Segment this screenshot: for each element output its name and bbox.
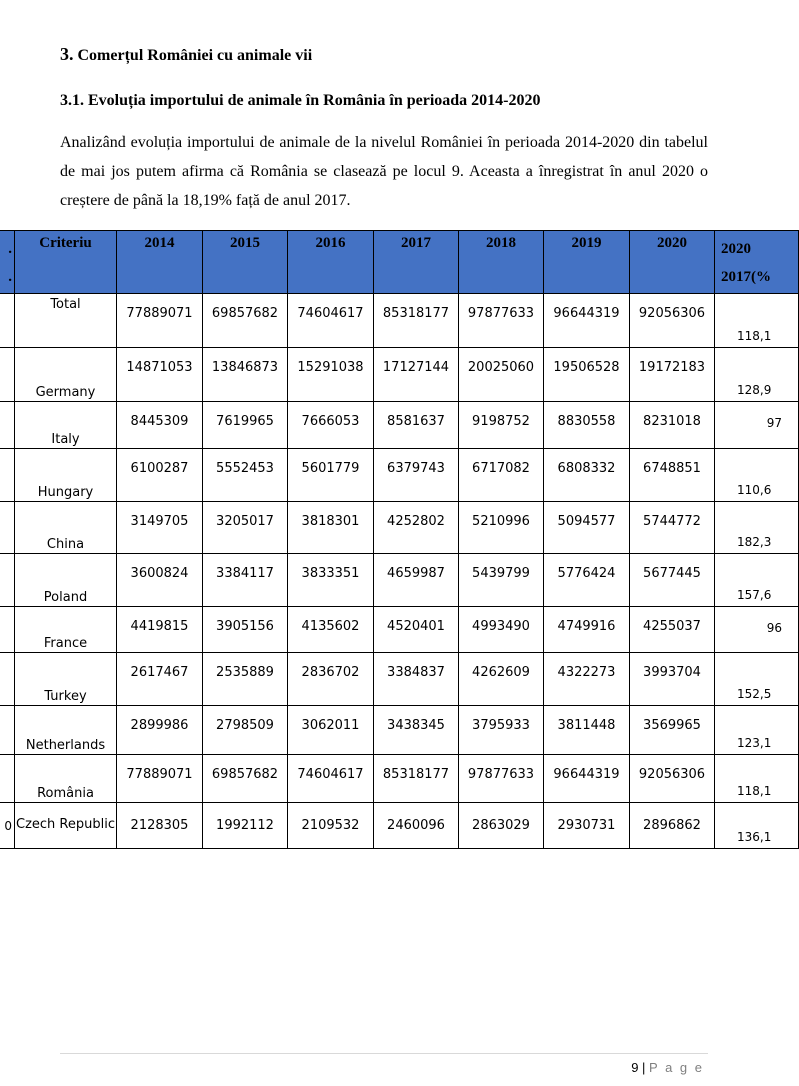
value-cell: 2836702 [288, 653, 374, 706]
value-cell: 2128305 [117, 803, 203, 849]
ratio-cell: 157,6 [715, 554, 799, 607]
value-cell: 5744772 [630, 502, 715, 554]
ratio-cell: 128,9 [715, 348, 799, 402]
table-row [0, 706, 799, 755]
value-cell: 3384117 [203, 554, 288, 607]
table-row [0, 294, 799, 348]
value-cell: 77889071 [117, 294, 203, 348]
ratio-cell: 97 [715, 402, 799, 449]
table-row [0, 755, 799, 803]
table-row [0, 402, 799, 449]
table-header-row [0, 231, 799, 294]
value-cell: 6100287 [117, 449, 203, 502]
header-ratio-line1: 2020 [721, 241, 751, 257]
footer-divider [60, 1053, 708, 1054]
value-cell: 4255037 [630, 607, 715, 653]
ratio-cell: 118,1 [715, 755, 799, 803]
value-cell: 3569965 [630, 706, 715, 755]
header-year: 2020 [630, 231, 715, 294]
value-cell: 92056306 [630, 294, 715, 348]
value-cell: 3205017 [203, 502, 288, 554]
row-index [0, 554, 15, 607]
row-country: Total [15, 294, 117, 348]
value-cell: 3600824 [117, 554, 203, 607]
value-cell: 3833351 [288, 554, 374, 607]
value-cell: 2109532 [288, 803, 374, 849]
header-year: 2018 [459, 231, 544, 294]
value-cell: 7666053 [288, 402, 374, 449]
row-country: România [15, 755, 117, 803]
value-cell: 8581637 [374, 402, 459, 449]
value-cell: 3149705 [117, 502, 203, 554]
ratio-cell: 152,5 [715, 653, 799, 706]
table-row [0, 653, 799, 706]
ratio-cell: 123,1 [715, 706, 799, 755]
value-cell: 69857682 [203, 755, 288, 803]
subsection-heading: 3.1. Evoluția importului de animale în România în perioada 2014-2020 [60, 92, 541, 109]
value-cell: 2896862 [630, 803, 715, 849]
value-cell: 4993490 [459, 607, 544, 653]
value-cell: 3438345 [374, 706, 459, 755]
table-row [0, 803, 799, 849]
value-cell: 4419815 [117, 607, 203, 653]
page-label: P a g e [649, 1060, 704, 1075]
intro-paragraph: Analizând evoluția importului de animale de la nivelul României în perioada 2014-2020 din tabelul de mai jos putem afirma că România se clasează pe locul 9. Aceasta a înregistrat în anul 2020 o creștere de până la 18,19% față de anul 2017. [60, 134, 708, 209]
table-row [0, 449, 799, 502]
header-criteriu: Criteriu [15, 231, 117, 294]
value-cell: 6717082 [459, 449, 544, 502]
value-cell: 3795933 [459, 706, 544, 755]
value-cell: 6808332 [544, 449, 630, 502]
value-cell: 6379743 [374, 449, 459, 502]
value-cell: 85318177 [374, 294, 459, 348]
value-cell: 4659987 [374, 554, 459, 607]
row-index [0, 348, 15, 402]
ratio-cell: 118,1 [715, 294, 799, 348]
row-index [0, 706, 15, 755]
value-cell: 2899986 [117, 706, 203, 755]
value-cell: 3062011 [288, 706, 374, 755]
header-ratio [715, 231, 799, 294]
table-row [0, 348, 799, 402]
value-cell: 9198752 [459, 402, 544, 449]
value-cell: 13846873 [203, 348, 288, 402]
ratio-cell: 136,1 [715, 803, 799, 849]
row-index [0, 449, 15, 502]
header-year: 2019 [544, 231, 630, 294]
value-cell: 96644319 [544, 294, 630, 348]
value-cell: 3384837 [374, 653, 459, 706]
row-country: Turkey [15, 653, 117, 706]
value-cell: 5776424 [544, 554, 630, 607]
section-heading [60, 44, 312, 65]
header-year: 2014 [117, 231, 203, 294]
value-cell: 7619965 [203, 402, 288, 449]
footer-separator: | [638, 1060, 650, 1075]
value-cell: 1992112 [203, 803, 288, 849]
value-cell: 5677445 [630, 554, 715, 607]
import-table [0, 230, 799, 849]
table-row [0, 502, 799, 554]
value-cell: 4520401 [374, 607, 459, 653]
value-cell: 8231018 [630, 402, 715, 449]
value-cell: 74604617 [288, 294, 374, 348]
value-cell: 77889071 [117, 755, 203, 803]
header-index: . . [0, 231, 15, 294]
value-cell: 74604617 [288, 755, 374, 803]
value-cell: 2798509 [203, 706, 288, 755]
row-country: Poland [15, 554, 117, 607]
row-country: Italy [15, 402, 117, 449]
page-footer [631, 1060, 704, 1075]
value-cell: 5094577 [544, 502, 630, 554]
header-ratio-line2: 2017(% [721, 269, 771, 285]
header-year: 2017 [374, 231, 459, 294]
value-cell: 97877633 [459, 755, 544, 803]
value-cell: 97877633 [459, 294, 544, 348]
value-cell: 5552453 [203, 449, 288, 502]
value-cell: 14871053 [117, 348, 203, 402]
value-cell: 4322273 [544, 653, 630, 706]
section-title: Comerțul României cu animale vii [77, 47, 313, 64]
header-year: 2015 [203, 231, 288, 294]
import-table-container [0, 230, 782, 844]
row-index [0, 402, 15, 449]
value-cell: 92056306 [630, 755, 715, 803]
page-number: 9 [631, 1060, 639, 1075]
row-country: Germany [15, 348, 117, 402]
header-year: 2016 [288, 231, 374, 294]
value-cell: 69857682 [203, 294, 288, 348]
row-index [0, 294, 15, 348]
value-cell: 3818301 [288, 502, 374, 554]
value-cell: 2535889 [203, 653, 288, 706]
row-country: China [15, 502, 117, 554]
value-cell: 85318177 [374, 755, 459, 803]
value-cell: 96644319 [544, 755, 630, 803]
value-cell: 15291038 [288, 348, 374, 402]
value-cell: 3811448 [544, 706, 630, 755]
value-cell: 2460096 [374, 803, 459, 849]
value-cell: 4749916 [544, 607, 630, 653]
ratio-cell: 110,6 [715, 449, 799, 502]
ratio-cell: 182,3 [715, 502, 799, 554]
value-cell: 19506528 [544, 348, 630, 402]
value-cell: 5210996 [459, 502, 544, 554]
row-country: Netherlands [15, 706, 117, 755]
value-cell: 2617467 [117, 653, 203, 706]
value-cell: 4135602 [288, 607, 374, 653]
row-country: France [15, 607, 117, 653]
value-cell: 19172183 [630, 348, 715, 402]
value-cell: 5601779 [288, 449, 374, 502]
row-index: 0 [0, 803, 15, 849]
value-cell: 2863029 [459, 803, 544, 849]
row-country: Hungary [15, 449, 117, 502]
value-cell: 3905156 [203, 607, 288, 653]
value-cell: 2930731 [544, 803, 630, 849]
table-row [0, 554, 799, 607]
value-cell: 6748851 [630, 449, 715, 502]
value-cell: 4252802 [374, 502, 459, 554]
value-cell: 17127144 [374, 348, 459, 402]
row-index [0, 607, 15, 653]
value-cell: 8830558 [544, 402, 630, 449]
value-cell: 4262609 [459, 653, 544, 706]
ratio-cell: 96 [715, 607, 799, 653]
value-cell: 5439799 [459, 554, 544, 607]
value-cell: 20025060 [459, 348, 544, 402]
row-country: Czech Republic [15, 803, 117, 849]
row-index [0, 653, 15, 706]
row-index [0, 755, 15, 803]
table-row [0, 607, 799, 653]
value-cell: 3993704 [630, 653, 715, 706]
value-cell: 8445309 [117, 402, 203, 449]
section-number: 3. [60, 44, 74, 64]
row-index [0, 502, 15, 554]
